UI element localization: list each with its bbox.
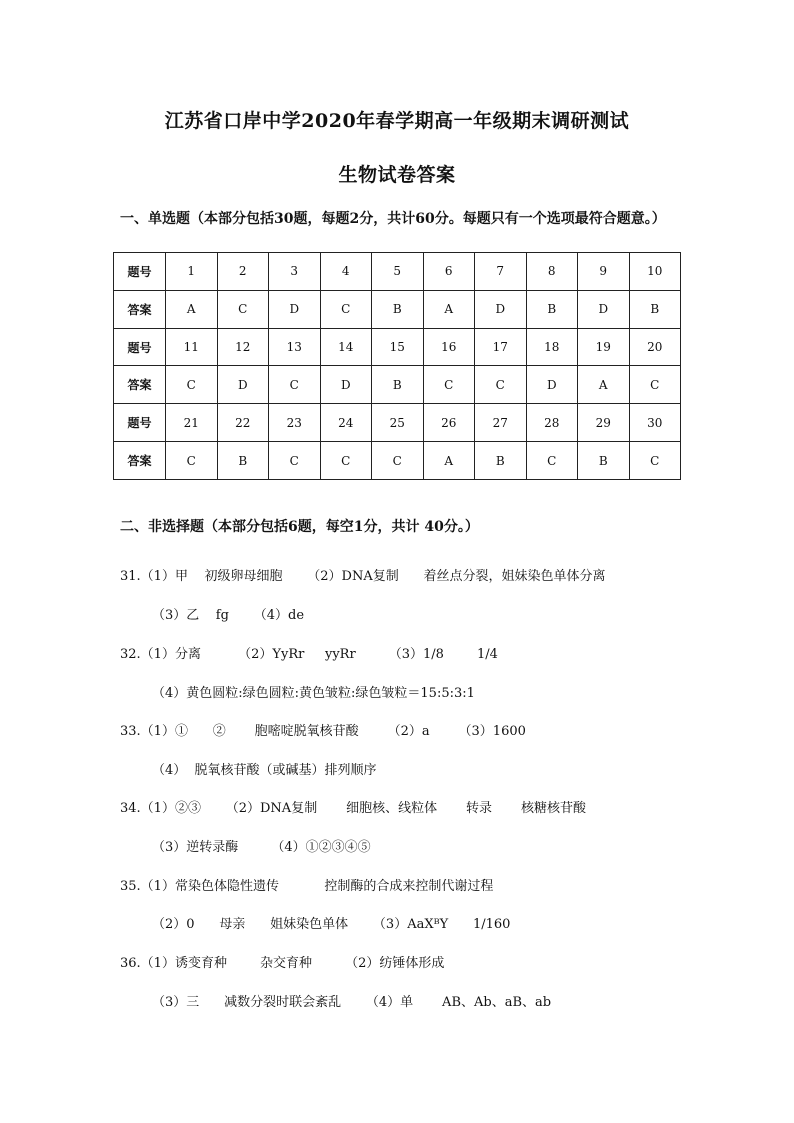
answer-cell: A — [166, 290, 218, 328]
document-title: 江苏省口岸中学2020年春学期高一年级期末调研测试 — [164, 110, 630, 132]
answer-cell: B — [475, 442, 527, 480]
question-number-cell: 8 — [526, 253, 578, 291]
answer-cell: C — [372, 442, 424, 480]
answer-33-line2: （4） 脱氧核苷酸（或碱基）排列顺序 — [152, 763, 377, 778]
answer-cell: B — [578, 442, 630, 480]
question-number-cell: 13 — [269, 328, 321, 366]
row-label: 答案 — [114, 366, 166, 404]
question-number-cell: 6 — [423, 253, 475, 291]
table-number-row — [114, 404, 681, 442]
question-number-cell: 2 — [217, 253, 269, 291]
question-number-cell: 23 — [269, 404, 321, 442]
answer-cell: C — [166, 442, 218, 480]
question-number-cell: 30 — [629, 404, 681, 442]
section1-heading: 一、单选题（本部分包括30题，每题2分，共计60分。每题只有一个选项最符合题意。） — [120, 211, 666, 227]
question-number-cell: 9 — [578, 253, 630, 291]
answer-cell: B — [372, 366, 424, 404]
answer-cell: D — [320, 366, 372, 404]
table-number-row — [114, 253, 681, 291]
answer-31-line2: （3）乙 fg （4）de — [152, 608, 305, 623]
question-number-cell: 18 — [526, 328, 578, 366]
answer-cell: C — [320, 290, 372, 328]
answer-cell: D — [578, 290, 630, 328]
question-number-cell: 19 — [578, 328, 630, 366]
answer-cell: B — [217, 442, 269, 480]
question-number-cell: 11 — [166, 328, 218, 366]
question-number-cell: 17 — [475, 328, 527, 366]
row-label: 答案 — [114, 442, 166, 480]
question-number-cell: 4 — [320, 253, 372, 291]
answer-cell: B — [629, 290, 681, 328]
row-label: 题号 — [114, 328, 166, 366]
answer-cell: C — [475, 366, 527, 404]
answer-32-line1: 32.（1）分离 （2）YyRr yyRr （3）1/8 1/4 — [120, 647, 498, 662]
document-subtitle: 生物试卷答案 — [338, 164, 456, 186]
question-number-cell: 24 — [320, 404, 372, 442]
question-number-cell: 25 — [372, 404, 424, 442]
question-number-cell: 1 — [166, 253, 218, 291]
answer-cell: C — [269, 442, 321, 480]
question-number-cell: 14 — [320, 328, 372, 366]
table-answer-row — [114, 366, 681, 404]
answer-32-line2: （4）黄色圆粒:绿色圆粒:黄色皱粒:绿色皱粒＝15:5:3:1 — [152, 686, 475, 701]
answer-cell: C — [217, 290, 269, 328]
question-number-cell: 10 — [629, 253, 681, 291]
table-number-row — [114, 328, 681, 366]
table-answer-row — [114, 290, 681, 328]
answer-34-line2: （3）逆转录酶 （4）①②③④⑤ — [152, 840, 371, 855]
question-number-cell: 5 — [372, 253, 424, 291]
answer-cell: A — [578, 366, 630, 404]
question-number-cell: 12 — [217, 328, 269, 366]
answer-35-line2: （2）0 母亲 姐妹染色单体 （3）AaXᴮY 1/160 — [152, 917, 511, 932]
question-number-cell: 29 — [578, 404, 630, 442]
answer-35-line1: 35.（1）常染色体隐性遗传 控制酶的合成来控制代谢过程 — [120, 879, 494, 894]
answer-table — [113, 252, 681, 480]
answer-cell: D — [269, 290, 321, 328]
answer-cell: C — [320, 442, 372, 480]
question-number-cell: 7 — [475, 253, 527, 291]
answer-cell: A — [423, 442, 475, 480]
question-number-cell: 26 — [423, 404, 475, 442]
question-number-cell: 22 — [217, 404, 269, 442]
table-answer-row — [114, 442, 681, 480]
answer-34-line1: 34.（1）②③ （2）DNA复制 细胞核、线粒体 转录 核糖核苷酸 — [120, 801, 586, 816]
question-number-cell: 15 — [372, 328, 424, 366]
section2-heading: 二、非选择题（本部分包括6题，每空1分，共计 40分。） — [120, 519, 479, 535]
answer-cell: C — [526, 442, 578, 480]
answer-cell: C — [269, 366, 321, 404]
question-number-cell: 21 — [166, 404, 218, 442]
answer-31-line1: 31.（1）甲 初级卵母细胞 （2）DNA复制 着丝点分裂，姐妹染色单体分离 — [120, 569, 606, 584]
answer-cell: D — [475, 290, 527, 328]
answer-36-line2: （3）三 减数分裂时联会紊乱 （4）单 AB、Ab、aB、ab — [152, 995, 552, 1010]
answer-33-line1: 33.（1）① ② 胞嘧啶脱氧核苷酸 （2）a （3）1600 — [120, 724, 526, 739]
answer-cell: C — [629, 442, 681, 480]
answer-36-line1: 36.（1）诱变育种 杂交育种 （2）纺锤体形成 — [120, 956, 445, 971]
question-number-cell: 16 — [423, 328, 475, 366]
answer-cell: C — [629, 366, 681, 404]
answer-cell: A — [423, 290, 475, 328]
row-label: 题号 — [114, 253, 166, 291]
row-label: 答案 — [114, 290, 166, 328]
answer-cell: D — [526, 366, 578, 404]
answer-cell: D — [217, 366, 269, 404]
question-number-cell: 27 — [475, 404, 527, 442]
answer-cell: C — [423, 366, 475, 404]
answer-cell: B — [372, 290, 424, 328]
question-number-cell: 3 — [269, 253, 321, 291]
question-number-cell: 28 — [526, 404, 578, 442]
row-label: 题号 — [114, 404, 166, 442]
answer-cell: B — [526, 290, 578, 328]
question-number-cell: 20 — [629, 328, 681, 366]
answer-cell: C — [166, 366, 218, 404]
